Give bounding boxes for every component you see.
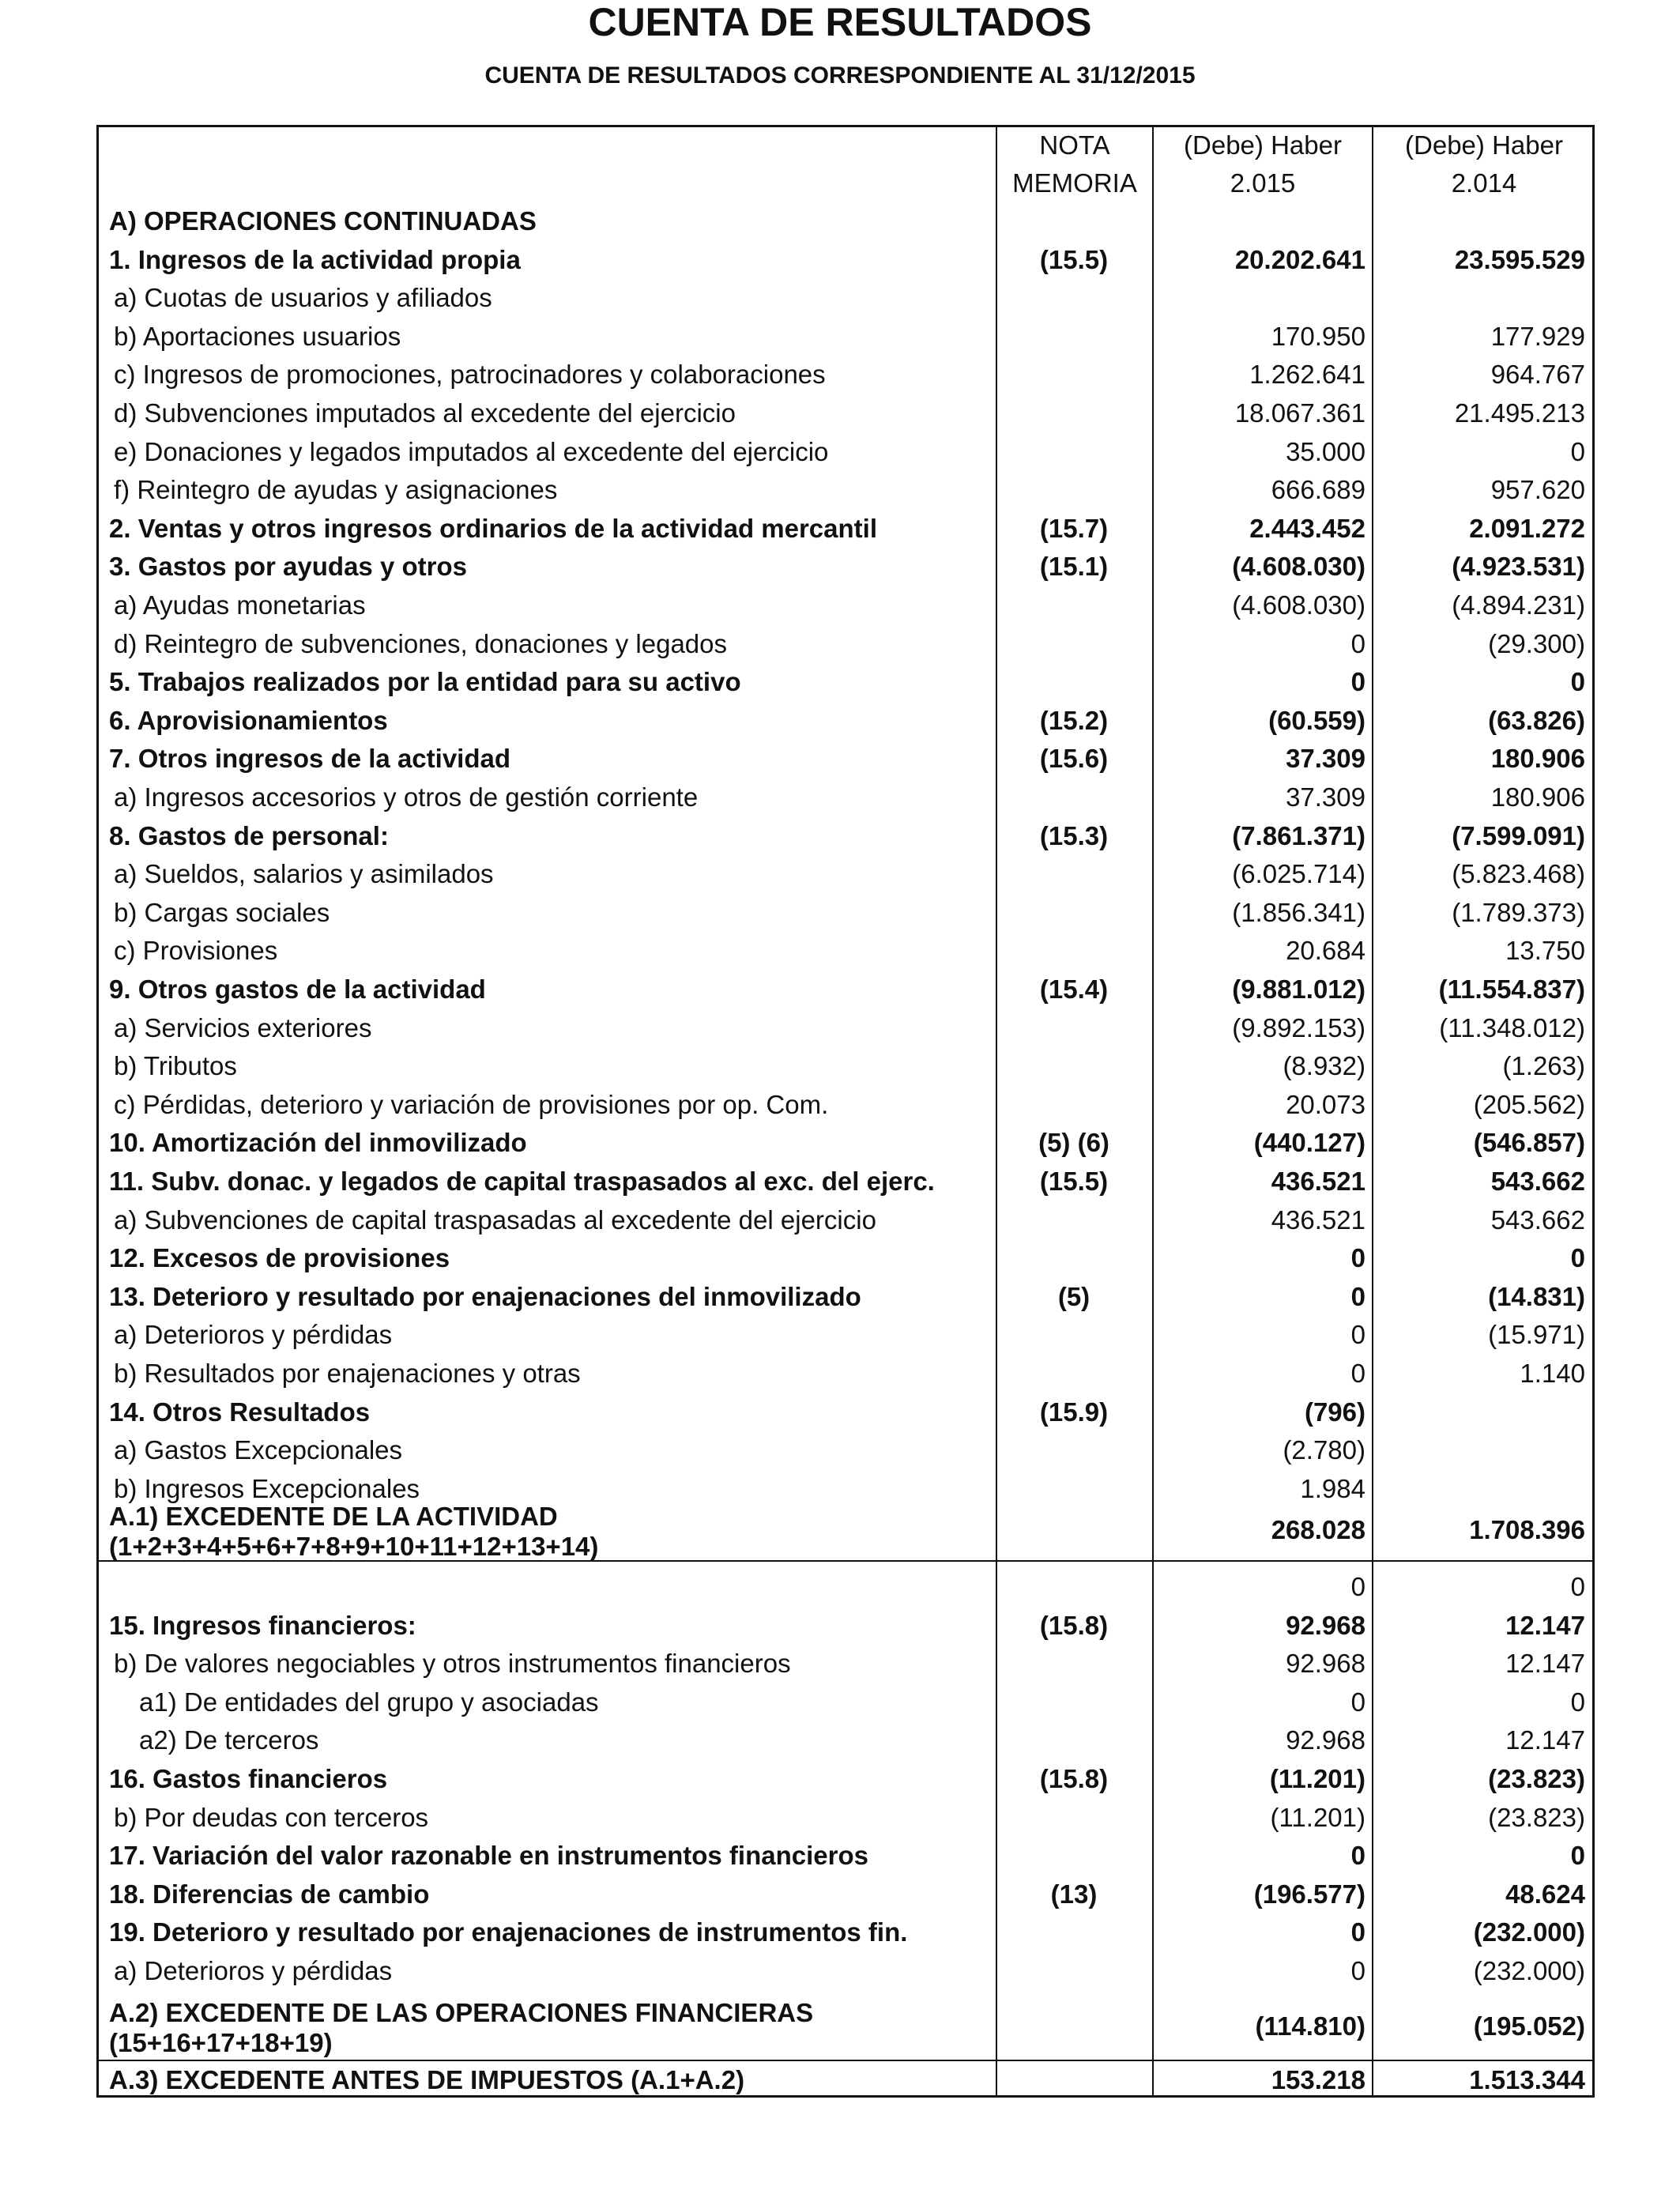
row-note: [996, 202, 1152, 240]
page-title: CUENTA DE RESULTADOS: [588, 0, 1092, 44]
header-2015-line2: 2.015: [1230, 168, 1296, 198]
row-note: [996, 1201, 1152, 1239]
row-value-2015: 92.968: [1286, 1725, 1365, 1755]
row-value-2014: (29.300): [1488, 628, 1585, 658]
row-value-2014: 1.140: [1520, 1359, 1585, 1388]
row-value-2014: 0: [1570, 667, 1585, 697]
row-label: 6. Aprovisionamientos: [109, 705, 388, 735]
row-note: [996, 1355, 1152, 1393]
row-note: (15.1): [1039, 552, 1109, 582]
row-value-2015: 0: [1350, 1572, 1365, 1601]
row-value-2014: [1378, 202, 1585, 240]
row-value-2015: (796): [1304, 1397, 1365, 1427]
row-value-2014: [1378, 1393, 1585, 1431]
subtotal-a2-line1: A.2) EXCEDENTE DE LAS OPERACIONES FINANCIERAS: [109, 1998, 814, 2027]
row-note: (15.6): [1039, 744, 1109, 774]
row-note: [996, 1047, 1152, 1085]
row-note: [996, 855, 1152, 893]
row-note: [996, 625, 1152, 663]
row-note: [996, 471, 1152, 509]
row-value-2014: 180.906: [1490, 744, 1585, 774]
row-label: c) Pérdidas, deterioro y variación de provisiones por op. Com.: [114, 1089, 829, 1119]
row-note: [996, 318, 1152, 356]
header-nota: [997, 126, 1152, 202]
row-value-2014: 543.662: [1490, 1204, 1585, 1235]
row-value-2015: 0: [1350, 1841, 1365, 1871]
row-label: b) Tributos: [114, 1051, 237, 1081]
row-note: [996, 1239, 1152, 1277]
row-value-2014: (15.971): [1488, 1320, 1585, 1350]
subtotal-a1-2015: 268.028: [1271, 1515, 1365, 1544]
row-value-2015: 0: [1350, 1320, 1365, 1350]
row-value-2015: 92.968: [1286, 1649, 1365, 1679]
row-value-2014: (4.894.231): [1452, 590, 1585, 620]
row-value-2015: (60.559): [1268, 705, 1365, 735]
row-value-2014: 48.624: [1505, 1879, 1585, 1909]
row-value-2014: [1378, 1431, 1585, 1469]
row-note: [996, 663, 1152, 701]
row-note: [996, 1645, 1152, 1683]
row-note: [996, 1568, 1152, 1606]
row-note: [996, 394, 1152, 432]
row-value-2015: 0: [1350, 1956, 1365, 1985]
row-value-2014: 0: [1570, 1572, 1585, 1601]
row-value-2015: 1.984: [1300, 1473, 1365, 1503]
row-value-2014: (205.562): [1473, 1089, 1585, 1119]
row-value-2015: (6.025.714): [1232, 859, 1365, 889]
row-value-2014: 12.147: [1505, 1610, 1585, 1640]
row-label: 13. Deterioro y resultado por enajenaciones del inmovilizado: [109, 1281, 861, 1311]
header-2015: [1154, 126, 1372, 202]
row-label: 7. Otros ingresos de la actividad: [109, 744, 511, 774]
row-note: [996, 279, 1152, 317]
row-label: d) Reintegro de subvenciones, donaciones y legados: [114, 628, 728, 658]
row-value-2014: 13.750: [1505, 936, 1585, 966]
row-value-2014: 12.147: [1505, 1649, 1585, 1679]
row-value-2014: (7.599.091): [1452, 820, 1585, 850]
row-label: 10. Amortización del inmovilizado: [109, 1128, 527, 1158]
row-value-2015: 18.067.361: [1234, 398, 1365, 428]
row-value-2014: (232.000): [1473, 1956, 1585, 1985]
header-2014-line2: 2.014: [1451, 168, 1517, 198]
row-value-2015: 37.309: [1286, 782, 1365, 812]
row-note: [996, 778, 1152, 816]
row-label: a) Ayudas monetarias: [114, 590, 366, 620]
row-label: b) Por deudas con terceros: [114, 1802, 429, 1832]
row-note: (5): [1057, 1281, 1090, 1311]
header-2014: [1373, 126, 1595, 202]
row-value-2014: 23.595.529: [1454, 244, 1585, 274]
row-value-2015: (1.856.341): [1232, 897, 1365, 927]
row-note: [996, 356, 1152, 394]
row-value-2015: 2.443.452: [1249, 513, 1365, 543]
row-label: a) Subvenciones de capital traspasadas al excedente del ejercicio: [114, 1204, 876, 1235]
row-note: [996, 1799, 1152, 1837]
row-value-2014: (23.823): [1488, 1764, 1585, 1793]
subtotal-a2-2015: (114.810): [1255, 2011, 1365, 2041]
subtotal-a2-label: [109, 1998, 813, 2058]
row-value-2014: (1.263): [1502, 1051, 1585, 1081]
row-value-2014: (1.789.373): [1452, 897, 1585, 927]
header-nota-line1: NOTA: [1039, 130, 1110, 160]
row-note: [996, 894, 1152, 932]
page-subtitle: CUENTA DE RESULTADOS CORRESPONDIENTE AL 31/12/2015: [484, 62, 1196, 89]
row-value-2015: 1.262.641: [1249, 360, 1365, 390]
row-value-2014: (23.823): [1488, 1802, 1585, 1832]
row-value-2015: 0: [1350, 1687, 1365, 1717]
row-label: c) Ingresos de promociones, patrocinadores y colaboraciones: [114, 360, 826, 390]
column-divider-2015: [1152, 125, 1154, 2098]
row-value-2015: 37.309: [1286, 744, 1365, 774]
row-note: (5) (6): [1038, 1128, 1109, 1158]
subtotal-a1-label: [109, 1502, 598, 1562]
row-value-2014: 177.929: [1490, 321, 1585, 351]
row-value-2015: 20.202.641: [1234, 244, 1365, 274]
row-value-2014: 180.906: [1490, 782, 1585, 812]
row-value-2015: 0: [1350, 1243, 1365, 1273]
row-label: a) Deterioros y pérdidas: [114, 1320, 393, 1350]
row-value-2015: 436.521: [1271, 1204, 1365, 1235]
row-label: 5. Trabajos realizados por la entidad para su activo: [109, 667, 741, 697]
row-value-2014: 0: [1570, 436, 1585, 466]
row-label: b) Aportaciones usuarios: [114, 321, 401, 351]
row-note: (15.4): [1039, 974, 1109, 1004]
row-label: 17. Variación del valor razonable en instrumentos financieros: [109, 1841, 868, 1871]
row-label: A) OPERACIONES CONTINUADAS: [109, 206, 537, 236]
row-value-2014: 543.662: [1490, 1167, 1585, 1196]
row-note: [996, 1431, 1152, 1469]
row-note: (15.3): [1039, 820, 1109, 850]
row-value-2014: 12.147: [1505, 1725, 1585, 1755]
row-label: b) Cargas sociales: [114, 897, 330, 927]
row-label: a2) De terceros: [139, 1725, 319, 1755]
row-value-2014: 2.091.272: [1469, 513, 1585, 543]
row-value-2015: 20.073: [1286, 1089, 1365, 1119]
row-value-2015: (8.932): [1283, 1051, 1365, 1081]
row-note: (13): [1050, 1879, 1098, 1909]
row-label: b) Resultados por enajenaciones y otras: [114, 1359, 581, 1388]
row-value-2015: [1158, 279, 1365, 317]
row-value-2015: (440.127): [1253, 1128, 1365, 1158]
subtotal-a2-line2: (15+16+17+18+19): [109, 2028, 333, 2057]
row-label: 8. Gastos de personal:: [109, 820, 389, 850]
row-label: 11. Subv. donac. y legados de capital traspasados al exc. del ejerc.: [109, 1167, 935, 1196]
row-value-2014: 964.767: [1490, 360, 1585, 390]
row-note: [996, 1683, 1152, 1721]
row-label: 12. Excesos de provisiones: [109, 1243, 450, 1273]
row-label: c) Provisiones: [114, 936, 278, 966]
row-note: [996, 932, 1152, 970]
row-value-2015: [1158, 202, 1365, 240]
row-value-2014: (546.857): [1473, 1128, 1585, 1158]
subtotal-a2-2014: (195.052): [1473, 2011, 1585, 2041]
row-value-2015: 92.968: [1286, 1610, 1365, 1640]
row-value-2015: 0: [1350, 1359, 1365, 1388]
row-label: 18. Diferencias de cambio: [109, 1879, 430, 1909]
row-label: d) Subvenciones imputados al excedente del ejercicio: [114, 398, 736, 428]
row-value-2015: (7.861.371): [1232, 820, 1365, 850]
row-value-2015: 436.521: [1271, 1167, 1365, 1196]
row-value-2014: (4.923.531): [1452, 552, 1585, 582]
row-note: [996, 1470, 1152, 1508]
row-value-2014: (5.823.468): [1452, 859, 1585, 889]
row-value-2015: (4.608.030): [1232, 590, 1365, 620]
row-label: 2. Ventas y otros ingresos ordinarios de la actividad mercantil: [109, 513, 878, 543]
row-value-2015: 0: [1350, 628, 1365, 658]
row-label: 14. Otros Resultados: [109, 1397, 371, 1427]
row-note: [996, 1721, 1152, 1759]
row-note: (15.7): [1039, 513, 1109, 543]
row-note: (15.5): [1039, 1167, 1109, 1196]
row-note: (15.8): [1039, 1610, 1109, 1640]
row-label: 9. Otros gastos de la actividad: [109, 974, 486, 1004]
subtotal-a1-2014: 1.708.396: [1469, 1515, 1585, 1544]
row-value-2015: (9.892.153): [1232, 1012, 1365, 1042]
header-nota-line2: MEMORIA: [1012, 168, 1137, 198]
row-note: [996, 1952, 1152, 1990]
row-value-2015: 35.000: [1286, 436, 1365, 466]
row-value-2014: [1378, 1470, 1585, 1508]
row-value-2014: 957.620: [1490, 475, 1585, 505]
row-note: [996, 433, 1152, 471]
total-a3-2015: 153.218: [1271, 2065, 1365, 2094]
row-label: e) Donaciones y legados imputados al excedente del ejercicio: [114, 436, 829, 466]
row-label: a1) De entidades del grupo y asociadas: [139, 1687, 599, 1717]
row-value-2015: (11.201): [1269, 1764, 1365, 1793]
row-label: a) Sueldos, salarios y asimilados: [114, 859, 494, 889]
row-value-2015: (9.881.012): [1232, 974, 1365, 1004]
row-note: [996, 1009, 1152, 1047]
row-value-2015: (4.608.030): [1232, 552, 1365, 582]
row-label: a) Gastos Excepcionales: [114, 1435, 403, 1465]
row-value-2015: 0: [1350, 667, 1365, 697]
row-value-2014: (11.554.837): [1438, 974, 1585, 1004]
row-label: 19. Deterioro y resultado por enajenaciones de instrumentos fin.: [109, 1917, 908, 1947]
row-value-2015: (2.780): [1283, 1435, 1365, 1465]
row-value-2015: 666.689: [1271, 475, 1365, 505]
row-label: 1. Ingresos de la actividad propia: [109, 244, 521, 274]
row-value-2014: 0: [1570, 1687, 1585, 1717]
row-label: b) Ingresos Excepcionales: [114, 1473, 420, 1503]
column-divider-2014: [1372, 125, 1373, 2098]
row-label: 16. Gastos financieros: [109, 1764, 388, 1793]
row-value-2014: (232.000): [1473, 1917, 1585, 1947]
row-value-2014: 0: [1570, 1841, 1585, 1871]
row-note: (15.5): [1039, 244, 1109, 274]
row-value-2015: 0: [1350, 1917, 1365, 1947]
row-value-2014: 0: [1570, 1243, 1585, 1273]
row-label: 3. Gastos por ayudas y otros: [109, 552, 467, 582]
header-2014-line1: (Debe) Haber: [1405, 130, 1563, 160]
row-label: a) Servicios exteriores: [114, 1012, 372, 1042]
row-value-2015: (11.201): [1270, 1802, 1365, 1832]
row-value-2015: (196.577): [1253, 1879, 1365, 1909]
row-note: (15.8): [1039, 1764, 1109, 1793]
row-value-2015: 0: [1350, 1281, 1365, 1311]
row-note: [996, 1913, 1152, 1951]
row-value-2014: (63.826): [1488, 705, 1585, 735]
row-label: f) Reintegro de ayudas y asignaciones: [114, 475, 558, 505]
row-label: a) Ingresos accesorios y otros de gestión corriente: [114, 782, 699, 812]
row-value-2014: (11.348.012): [1439, 1012, 1585, 1042]
row-label: a) Cuotas de usuarios y afiliados: [114, 283, 492, 313]
total-a3-label: A.3) EXCEDENTE ANTES DE IMPUESTOS (A.1+A.2): [109, 2065, 745, 2094]
total-a3-2014: 1.513.344: [1469, 2065, 1585, 2094]
row-note: [996, 1086, 1152, 1124]
row-value-2014: 21.495.213: [1454, 398, 1585, 428]
row-value-2015: 20.684: [1286, 936, 1365, 966]
row-value-2015: 170.950: [1271, 321, 1365, 351]
row-label: b) De valores negociables y otros instrumentos financieros: [114, 1649, 791, 1679]
row-value-2014: (14.831): [1488, 1281, 1585, 1311]
row-note: [996, 1316, 1152, 1354]
row-note: (15.2): [1039, 705, 1109, 735]
row-label: 15. Ingresos financieros:: [109, 1610, 416, 1640]
header-2015-line1: (Debe) Haber: [1184, 130, 1342, 160]
row-note: (15.9): [1039, 1397, 1109, 1427]
subtotal-a1-line2: (1+2+3+4+5+6+7+8+9+10+11+12+13+14): [109, 1532, 599, 1561]
row-value-2014: [1378, 279, 1585, 317]
row-label: a) Deterioros y pérdidas: [114, 1956, 393, 1985]
subtotal-a1-line1: A.1) EXCEDENTE DE LA ACTIVIDAD: [109, 1502, 558, 1531]
row-note: [996, 1837, 1152, 1875]
row-note: [996, 586, 1152, 624]
